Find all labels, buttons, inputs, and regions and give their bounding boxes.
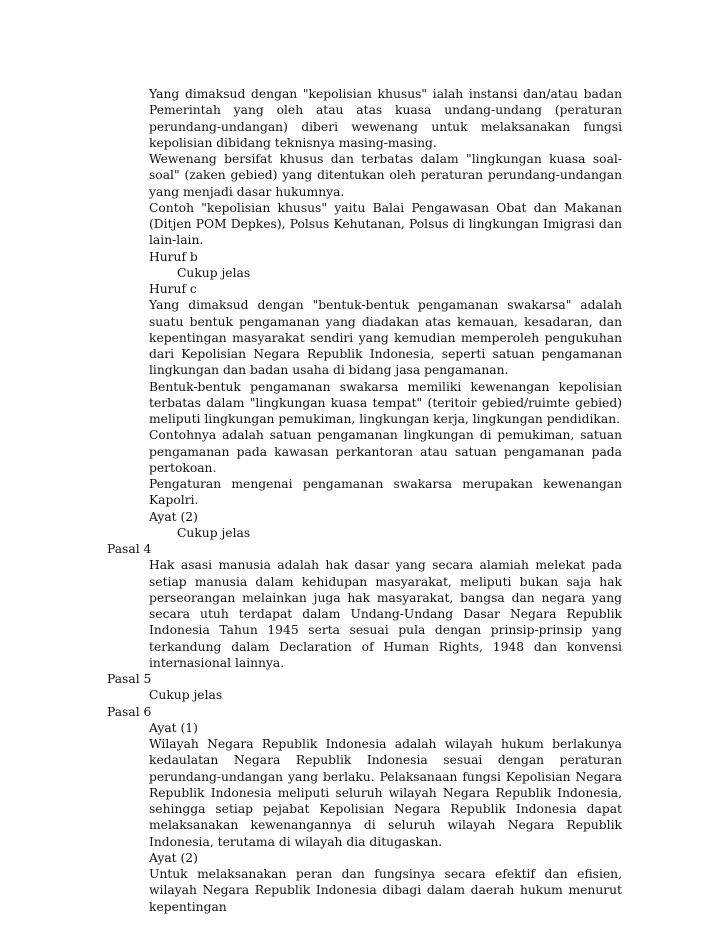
pasal-6-ayat-1-label: Ayat (1) — [149, 720, 198, 735]
huruf-c-label: Huruf c — [149, 282, 197, 296]
paragraph-pengaturan: Pengaturan mengenai pengamanan swakarsa merupakan kewenangan Kapolri. — [149, 477, 622, 508]
paragraph-swakarsa: Yang dimaksud dengan "bentuk-bentuk pengamanan swakarsa" adalah suatu bentuk pengamanan yang diadakan atas kemauan, kesadaran, dan kepentingan masyarakat sendiri yang kemudian memperoleh pengukuhan dari Kepolisian Negara Republik Indonesia, seperti satuan pengamanan lingkungan dan badan usaha di bidang jasa pengamanan. — [149, 298, 622, 378]
pasal-6-ayat-2-label: Ayat (2) — [149, 850, 198, 865]
pasal-3-continuation — [149, 86, 622, 541]
huruf-b-label: Huruf b — [149, 249, 198, 264]
pasal-4-paragraph: Hak asasi manusia adalah hak dasar yang secara alamiah melekat pada setiap manusia dalam kehidupan masyarakat, meliputi bukan saja hak perseorangan melainkan juga hak masyarakat, bangsa dan negara yang secara utuh terdapat dalam Undang-Undang Dasar Negara Republik Indonesia Tahun 1945 serta sesuai pula dengan prinsip-prinsip yang terkandung dalam Declaration of Human Rights, 1948 dan konvensi internasional lainnya. — [149, 558, 622, 670]
pasal-6-body — [149, 720, 622, 915]
pasal-5-title: Pasal 5 — [107, 672, 152, 686]
document-body — [107, 86, 622, 915]
pasal-4-body — [149, 557, 622, 671]
paragraph-wewenang: Wewenang bersifat khusus dan terbatas dalam "lingkungan kuasa soal-soal" (zaken gebied) yang ditentukan oleh peraturan perundang-undangan yang menjadi dasar hukumnya. — [149, 152, 622, 199]
pasal-5-note: Cukup jelas — [149, 688, 223, 703]
huruf-b-note: Cukup jelas — [177, 265, 251, 280]
paragraph-kepolisian-khusus: Yang dimaksud dengan "kepolisian khusus" ialah instansi dan/atau badan Pemerintah yang oleh atau atas kuasa undang-undang (peraturan perundang-undangan) diberi wewenang untuk melaksanakan fungsi kepolisian dibidang teknisnya masing-masing. — [149, 87, 622, 150]
paragraph-contohnya: Contohnya adalah satuan pengamanan lingkungan di pemukiman, satuan pengamanan pada kawasan perkantoran atau satuan pengamanan pada pertokoan. — [149, 428, 622, 475]
ayat-2-note: Cukup jelas — [177, 525, 251, 540]
pasal-6-title: Pasal 6 — [107, 704, 152, 719]
pasal-6-ayat-1-paragraph: Wilayah Negara Republik Indonesia adalah wilayah hukum berlakunya kedaulatan Negara Republik Indonesia sesuai dengan peraturan perundang-undangan yang berlaku. Pelaksanaan fungsi Kepolisian Negara Republik Indonesia meliputi seluruh wilayah Negara Republik Indonesia, sehingga setiap pejabat Kepolisian Negara Republik Indonesia dapat melaksanakan kewenangannya di seluruh wilayah Negara Republik Indonesia, terutama di wilayah dia ditugaskan. — [149, 737, 622, 849]
pasal-6-ayat-2-paragraph: Untuk melaksanakan peran dan fungsinya secara efektif dan efisien, wilayah Negara Republik Indonesia dibagi dalam daerah hukum menurut kepentingan — [149, 867, 622, 914]
ayat-2-label: Ayat (2) — [149, 509, 198, 524]
paragraph-contoh: Contoh "kepolisian khusus" yaitu Balai Pengawasan Obat dan Makanan (Ditjen POM Depkes), Polsus Kehutanan, Polsus di lingkungan Imigrasi dan lain-lain. — [149, 200, 622, 248]
paragraph-bentuk: Bentuk-bentuk pengamanan swakarsa memiliki kewenangan kepolisian terbatas dalam "lingkungan kuasa tempat" (teritoir gebied/ruimte gebied) meliputi lingkungan pemukiman, lingkungan kerja, lingkungan pendidikan. — [149, 379, 622, 426]
pasal-5-body — [149, 687, 622, 703]
pasal-4-title: Pasal 4 — [107, 542, 152, 556]
